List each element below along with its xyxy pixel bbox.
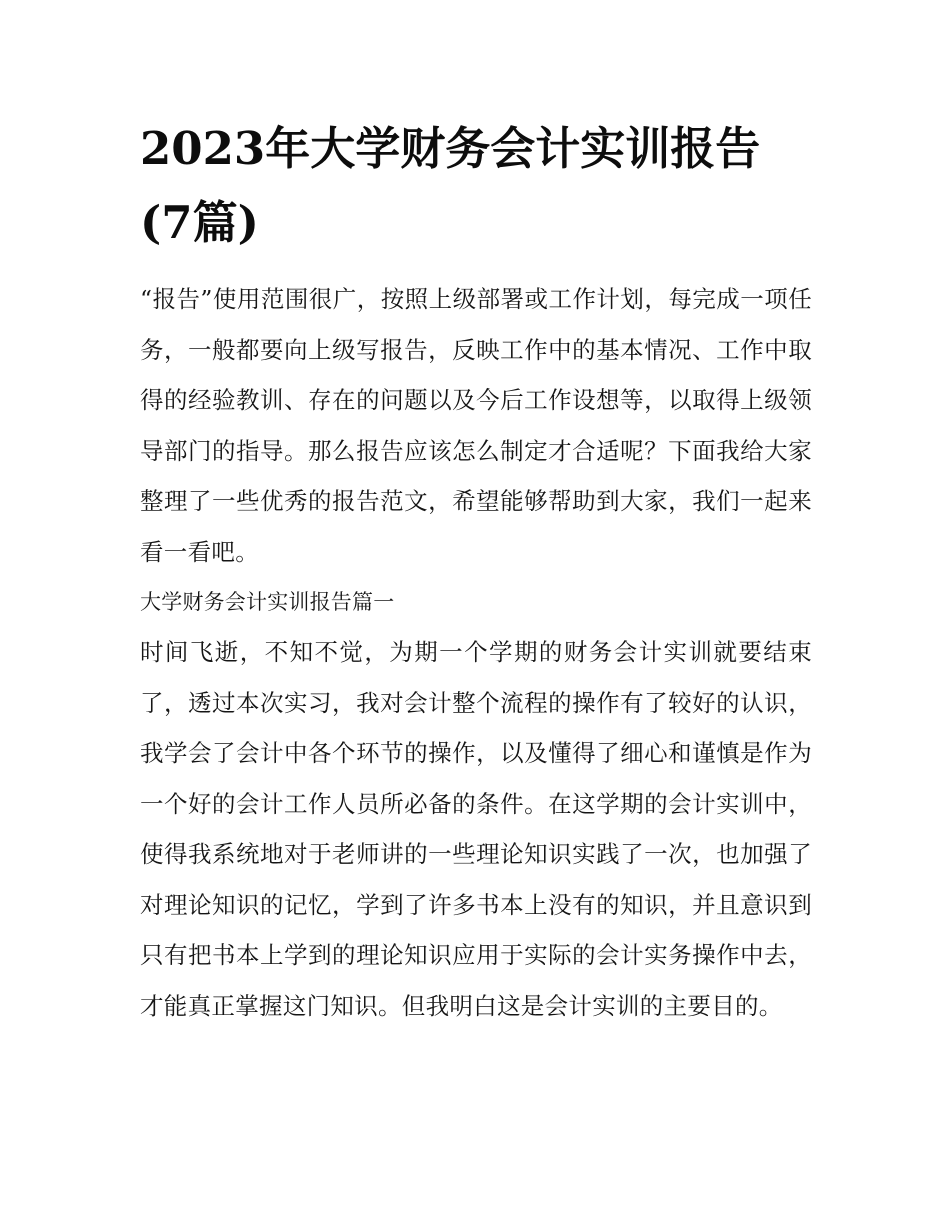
document-title: 2023年大学财务会计实训报告(7篇) (140, 122, 761, 249)
intro-paragraph: “报告”使用范围很广，按照上级部署或工作计划，每完成一项任务，一般都要向上级写报告，反映工作中的基本情况、工作中取得的经验教训、存在的问题以及今后工作设想等，以取得上级领导部门的指导。那么报告应该怎么制定才合适呢？下面我给大家整理了一些优秀的报告范文，希望能够帮助到大家，我们一起来看一看吧。 (140, 285, 812, 566)
body-paragraph: 时间飞逝，不知不觉，为期一个学期的财务会计实训就要结束了，透过本次实习，我对会计整个流程的操作有了较好的认识，我学会了会计中各个环节的操作，以及懂得了细心和谨慎是作为一个好的会计工作人员所必备的条件。在这学期的会计实训中，使得我系统地对于老师讲的一些理论知识实践了一次，也加强了对理论知识的记忆，学到了许多书本上没有的知识，并且意识到只有把书本上学到的理论知识应用于实际的会计实务操作中去，才能真正掌握这门知识。但我明白这是会计实训的主要目的。 (140, 638, 812, 1020)
section-heading: 大学财务会计实训报告篇一 (140, 590, 395, 614)
document-content (140, 112, 812, 1031)
